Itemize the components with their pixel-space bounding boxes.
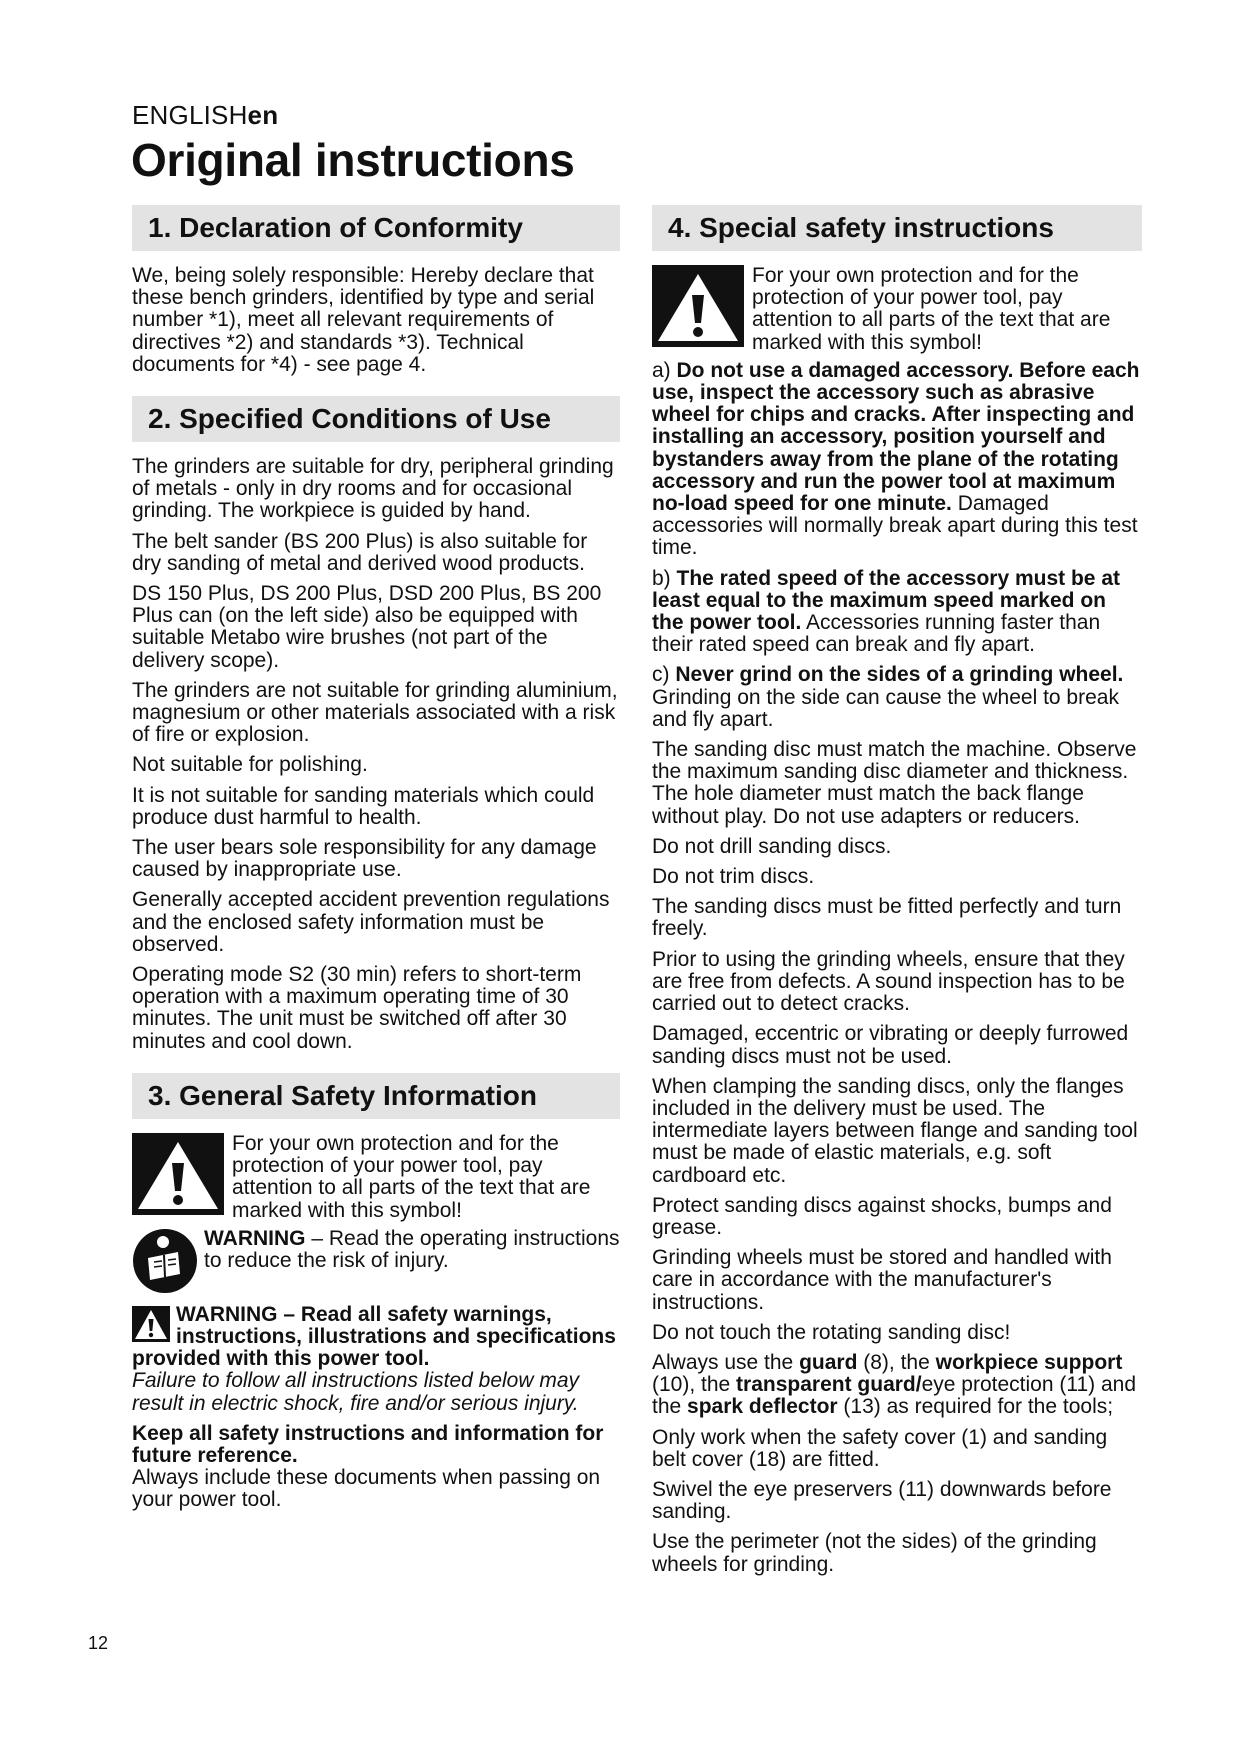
special-safety-paragraph: When clamping the sanding discs, only the flanges included in the delivery must be used. The intermediate layers between flange and sanding tool must be made of elastic materials, e.g. soft cardboard etc. (652, 1074, 1138, 1187)
general-safety-warning-note (132, 1133, 620, 1222)
page-title: Original instructions (131, 134, 575, 186)
instruction-a (652, 360, 1142, 560)
guard-text-3: (10), the (652, 1373, 737, 1397)
conditions-of-use-paragraph: It is not suitable for sanding materials which could produce dust harmful to health. (132, 783, 595, 829)
language-label (132, 100, 278, 131)
guard-instruction (652, 1352, 1142, 1419)
small-warning-triangle-icon (132, 1306, 170, 1342)
conditions-of-use-paragraph: The user bears sole responsibility for any damage caused by inappropriate use. (132, 836, 597, 882)
conditions-of-use-paragraph: The grinders are suitable for dry, peripheral grinding of metals - only in dry rooms and for occasional grinding. The workpiece is guided by hand. (132, 455, 614, 523)
section-heading-general-safety: 3. General Safety Information (132, 1073, 620, 1119)
read-warning-rest: – Read the operating instructions to reduce the risk of injury. (204, 1226, 620, 1272)
special-safety-paragraph: Use the perimeter (not the sides) of the grinding wheels for grinding. (652, 1530, 1097, 1576)
warning-triangle-icon (132, 1133, 224, 1215)
guard-bold-3: transparent guard/ (736, 1373, 922, 1397)
section-heading-declaration: 1. Declaration of Conformity (132, 205, 620, 251)
special-safety-paragraph: Swivel the eye preservers (11) downwards before sanding. (652, 1477, 1112, 1524)
read-instructions-text (204, 1228, 620, 1272)
conditions-of-use-paragraph: Not suitable for polishing. (132, 753, 368, 777)
conditions-of-use-paragraph: Generally accepted accident prevention regulations and the enclosed safety information must be observed. (132, 888, 610, 956)
read-manual-icon (132, 1228, 198, 1294)
instruction-b-prefix: b) (652, 566, 677, 590)
left-column (132, 205, 620, 1520)
conditions-of-use-paragraph: DS 150 Plus, DS 200 Plus, DSD 200 Plus, BS 200 Plus can (on the left side) also be equipped with suitable Metabo wire brushes (not part of the delivery scope). (132, 582, 602, 672)
guard-bold-1: guard (799, 1350, 858, 1374)
instruction-b (652, 568, 1142, 657)
instruction-b-text: Accessories running faster than their rated speed can break and fly apart. (652, 611, 1101, 657)
all-warnings-block (132, 1304, 620, 1415)
instruction-c-text: Grinding on the side can cause the wheel to break and fly apart. (652, 685, 1119, 731)
special-safety-paragraph: Protect sanding discs against shocks, bumps and grease. (652, 1193, 1112, 1239)
special-safety-paragraph: Do not drill sanding discs. (652, 834, 892, 858)
keep-instructions (132, 1423, 620, 1512)
conditions-of-use-paragraph: The belt sander (BS 200 Plus) is also suitable for dry sanding of metal and derived wood products. (132, 529, 588, 575)
right-column (652, 205, 1142, 1584)
page-number: 12 (88, 1633, 109, 1653)
section-heading-conditions-of-use: 2. Specified Conditions of Use (132, 396, 620, 442)
instruction-c-prefix: c) (652, 663, 676, 687)
guard-bold-4: spark deflector (687, 1395, 838, 1419)
special-safety-paragraph: Grinding wheels must be stored and handled with care in accordance with the manufacturer's instructions. (652, 1246, 1112, 1314)
conditions-of-use-list (132, 456, 620, 1053)
keep-instructions-bold: Keep all safety instructions and information for future reference. (132, 1421, 604, 1467)
special-safety-paragraph: The sanding disc must match the machine. Observe the maximum sanding disc diameter and thickness. The hole diameter must match the back flange without play. Do not use adapters or reducers. (652, 738, 1137, 828)
warning-symbol-text: For your own protection and for the protection of your power tool, pay attention to all parts of the text that are marked with this symbol! (752, 264, 1111, 354)
all-warnings-italic: Failure to follow all instructions listed below may result in electric shock, fire and/or serious injury. (132, 1369, 580, 1415)
special-safety-paragraph: Do not trim discs. (652, 865, 815, 889)
language-code: en (247, 100, 279, 130)
warning-symbol-text: For your own protection and for the protection of your power tool, pay attention to all parts of the text that are marked with this symbol! (232, 1131, 591, 1222)
read-warning-bold: WARNING (204, 1226, 306, 1250)
special-safety-paragraph: Do not touch the rotating sanding disc! (652, 1320, 1011, 1344)
special-safety-warning-note (652, 265, 1142, 354)
language-name: ENGLISH (132, 100, 248, 130)
guard-text-4: eye protection (11) and the (652, 1373, 1137, 1419)
guard-text-5: (13) as required for the tools; (837, 1395, 1114, 1419)
special-safety-paragraph: Only work when the safety cover (1) and sanding belt cover (18) are fitted. (652, 1425, 1108, 1471)
instruction-a-text: Damaged accessories will normally break apart during this test time. (652, 492, 1138, 560)
guard-bold-2: workpiece support (935, 1350, 1123, 1374)
all-warnings-bold: WARNING – Read all safety warnings, instructions, illustrations and specifications provided with this power tool. (132, 1302, 616, 1371)
instruction-a-prefix: a) (652, 358, 677, 382)
declaration-text: We, being solely responsible: Hereby declare that these bench grinders, identified by type and serial number *1), meet all relevant requirements of directives *2) and standards *3). Technical documents for *4) - see page 4. (132, 264, 595, 376)
read-instructions-warning (132, 1228, 620, 1294)
instruction-a-bold: Do not use a damaged accessory. Before each use, inspect the accessory such as abrasive wheel for chips and cracks. After inspecting and installing an accessory, position yourself and bystanders away from the plane of the rotating accessory and run the power tool at maximum no-load speed for one minute. (652, 358, 1140, 516)
special-safety-paragraph: Prior to using the grinding wheels, ensure that they are free from defects. A sound inspection has to be carried out to detect cracks. (652, 947, 1125, 1016)
special-safety-list (652, 739, 1142, 1344)
warning-triangle-icon (652, 265, 744, 347)
keep-instructions-text: Always include these documents when passing on your power tool. (132, 1466, 601, 1512)
special-safety-paragraph: Damaged, eccentric or vibrating or deeply furrowed sanding discs must not be used. (652, 1022, 1129, 1068)
conditions-of-use-paragraph: The grinders are not suitable for grinding aluminium, magnesium or other materials associated with a risk of fire or explosion. (132, 678, 618, 747)
conditions-of-use-paragraph: Operating mode S2 (30 min) refers to short-term operation with a maximum operating time of 30 minutes. The unit must be switched off after 30 minutes and cool down. (132, 963, 582, 1053)
instruction-c (652, 664, 1142, 731)
instruction-b-bold: The rated speed of the accessory must be at least equal to the maximum speed marked on the power tool. (652, 566, 1120, 635)
instruction-c-bold: Never grind on the sides of a grinding wheel. (675, 663, 1124, 687)
guard-text-2: (8), the (857, 1350, 936, 1374)
special-safety-list-2 (652, 1427, 1142, 1576)
section-heading-special-safety: 4. Special safety instructions (652, 205, 1142, 251)
special-safety-paragraph: The sanding discs must be fitted perfectly and turn freely. (652, 895, 1122, 941)
guard-text-1: Always use the (652, 1350, 800, 1374)
